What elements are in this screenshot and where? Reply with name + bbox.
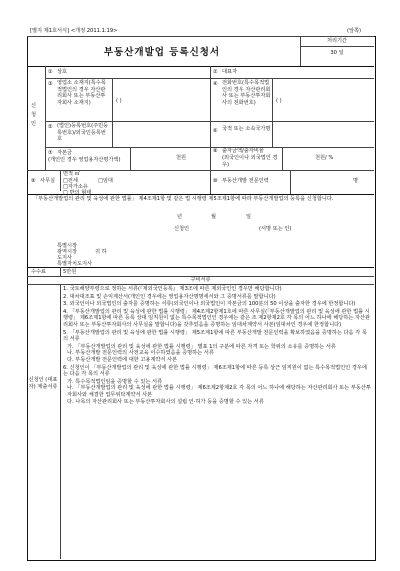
nationality-label: 국적 또는 소속국가명: [222, 126, 271, 132]
fee-label: 수수료: [31, 269, 47, 275]
date-year: 년: [177, 214, 183, 220]
doc-item-5: 5. 「부동산개발업의 관리 및 육성에 관한 법률 시행령」 제5조제1항에 따른 부동산개발 전문인력을 확보하였음을 증명하는 다음 각 목의 서류: [63, 329, 367, 343]
doc-item-6a: 가. 특수목적법인임을 증명할 수 있는 서류: [67, 378, 163, 385]
doc-item-1: 1. 국토해양부령으로 정하는 서류(『제외국인등록』 제3조에 따른 제외국인인 경우만 해당합니다): [63, 286, 282, 292]
capital-label: 자본금: [57, 150, 73, 156]
doc-item-2: 2. 대차대조표 및 손익계산서(개인인 경우에는 영업용자산명명세서와 그 증명서류를 말합니다): [63, 293, 276, 300]
date-day: 일: [246, 214, 252, 220]
trade-name-label: 상호: [57, 69, 68, 75]
form-title: 부동산개발업 등록신청서: [103, 47, 221, 58]
field-no-8: ⑧: [213, 148, 218, 154]
form-number: [별지 제1호서식] <개정 2011.1.19>: [30, 28, 118, 34]
investment-sublabel: (외국인이나 외국법인 경우): [222, 155, 278, 168]
address-paren: ( ): [116, 98, 122, 104]
doc-item-4: 4. 「부동산개발업의 관리 및 육성에 관한 법률 시행령」 제4조제2항제1호에 따른 사무실(「부동산개발업의 관리 및 육성에 관한 법률 시행령」 제6조제1항에 따른 등록 상대 임직원이 없는 특수목적법인인 경우에는 같은 조 제2항제2호 각 목의 어느 하나에 해당하는 자산관리회사 또는 부동산투자회사의 사무실을 말합니다)을 갖추었음을 증명하는 임대차계약서 사본(임대차인 경우에 한정합니다): [63, 308, 371, 328]
office-option-lease[interactable]: □전세: [63, 178, 78, 184]
applicant-label: 신청인: [31, 103, 37, 127]
doc-item-6: 6. 신청인이 「부동산개발업의 관리 및 육성에 관한 법률 시행령」 제6조제1항에 따른 등록 상근 임직원이 없는 특수목적법인인 경우에는 다음 각 목의 서류: [63, 364, 367, 378]
doc-item-5a: 가. 「부동산개발업의 관리 및 육성에 관한 법률 시행령」 별표 1의 구분에 따른 자격 또는 학위의 소유를 증명하는 서류: [67, 343, 336, 350]
signer-label: 신청인: [174, 226, 190, 232]
office-option-other[interactable]: □ 반의 형태: [63, 190, 92, 196]
fee-value: 5만원: [63, 269, 77, 275]
field-no-6: ⑥: [213, 128, 218, 134]
field-no-9: ⑨: [31, 178, 36, 184]
investment-unit: 천원/ %: [315, 155, 334, 161]
investment-label: 출자금액/출자비율: [222, 148, 264, 154]
office-option-owned[interactable]: □자가소유: [63, 184, 88, 190]
experts-unit: 명: [353, 178, 359, 184]
recipient-2: 광역시장: [57, 249, 78, 255]
recipient-3: 도지사: [57, 255, 73, 261]
capital-sublabel: (개인인 경우 영업용자산평가액): [48, 157, 121, 163]
signature-mark[interactable]: (서명 또는 인): [259, 226, 292, 232]
processing-label: 처리기간: [326, 38, 348, 44]
documents-side-label: 신청인 (대표자) 제출서류: [28, 377, 58, 390]
recipient-1: 특별시장: [57, 243, 78, 249]
registration-no-label: (법인)등록번호(주민등록번호)/외국인등록번호: [57, 123, 109, 143]
field-no-10: ⑩: [213, 178, 218, 184]
page-side: (앞쪽): [347, 28, 362, 34]
doc-item-5b: 나. 부동산개발 전문인력의 사전교육 이수하였음을 증명하는 서류: [67, 350, 214, 357]
doc-item-5c: 다. 부동산개발 전문인력에 대한 고용계약서 사본: [67, 356, 178, 363]
experts-label: 부동산개발 전문인력: [222, 178, 269, 184]
documents-list: [63, 286, 371, 405]
field-no-5: ⑤: [48, 124, 53, 130]
phone-label: 전화번호(특수목적법인의 경우 자산관리회사 또는 부동산투자회사의 전화번호): [222, 80, 271, 106]
office-label: 사무실: [40, 178, 56, 184]
declaration-text: 「부동산개발업의 관리 및 육성에 관한 법률」 제4조제1항 및 같은 법 시행령 제5조제1항에 따라 부동산개발업의 등록을 신청합니다.: [33, 196, 334, 202]
date-month: 월: [211, 214, 217, 220]
recipient-4: 특별자치도지사: [57, 261, 93, 267]
processing-value: 30 일: [330, 50, 344, 56]
field-no-1: ①: [48, 69, 53, 75]
doc-item-6b: 나. 「부동산개발업의 관리 및 육성에 관한 법률 시행령」 제6조제2항제2호 각 목의 어느 하나에 해당하는 자산관리회사 또는 부동산투자회사와 체결한 업무위탁계약서 사본: [67, 385, 371, 398]
phone-paren: ( ): [276, 98, 282, 104]
office-option-rent[interactable]: □임대: [98, 178, 113, 184]
doc-item-3: 3. 외국인이나 외국법인의 출자를 증명하는 서류(외국인이나 외국법인이 자본금의 100분의 50 이상을 출자한 경우에 한정합니다): [63, 301, 356, 308]
field-no-3: ③: [48, 81, 53, 87]
field-no-4: ④: [213, 81, 218, 87]
capital-unit: 천원: [176, 155, 187, 161]
doc-item-6c: 다. 나목의 자산관리회사 또는 부동산투자회사의 설립 인·허가 등을 증명할 수 있는 서류: [67, 398, 264, 405]
documents-header: 구비서류: [190, 277, 211, 283]
field-no-2: ②: [213, 69, 218, 75]
representative-label: 대표자: [222, 69, 238, 75]
addressee: 귀 하: [95, 249, 107, 255]
field-no-7: ⑦: [48, 150, 53, 156]
office-area: 면적 ㎡: [63, 171, 80, 177]
office-address-label: 영업소 소재지(특수목적법인의 경우 자산관리회사 또는 부동산투자회사 소재지): [57, 80, 106, 106]
